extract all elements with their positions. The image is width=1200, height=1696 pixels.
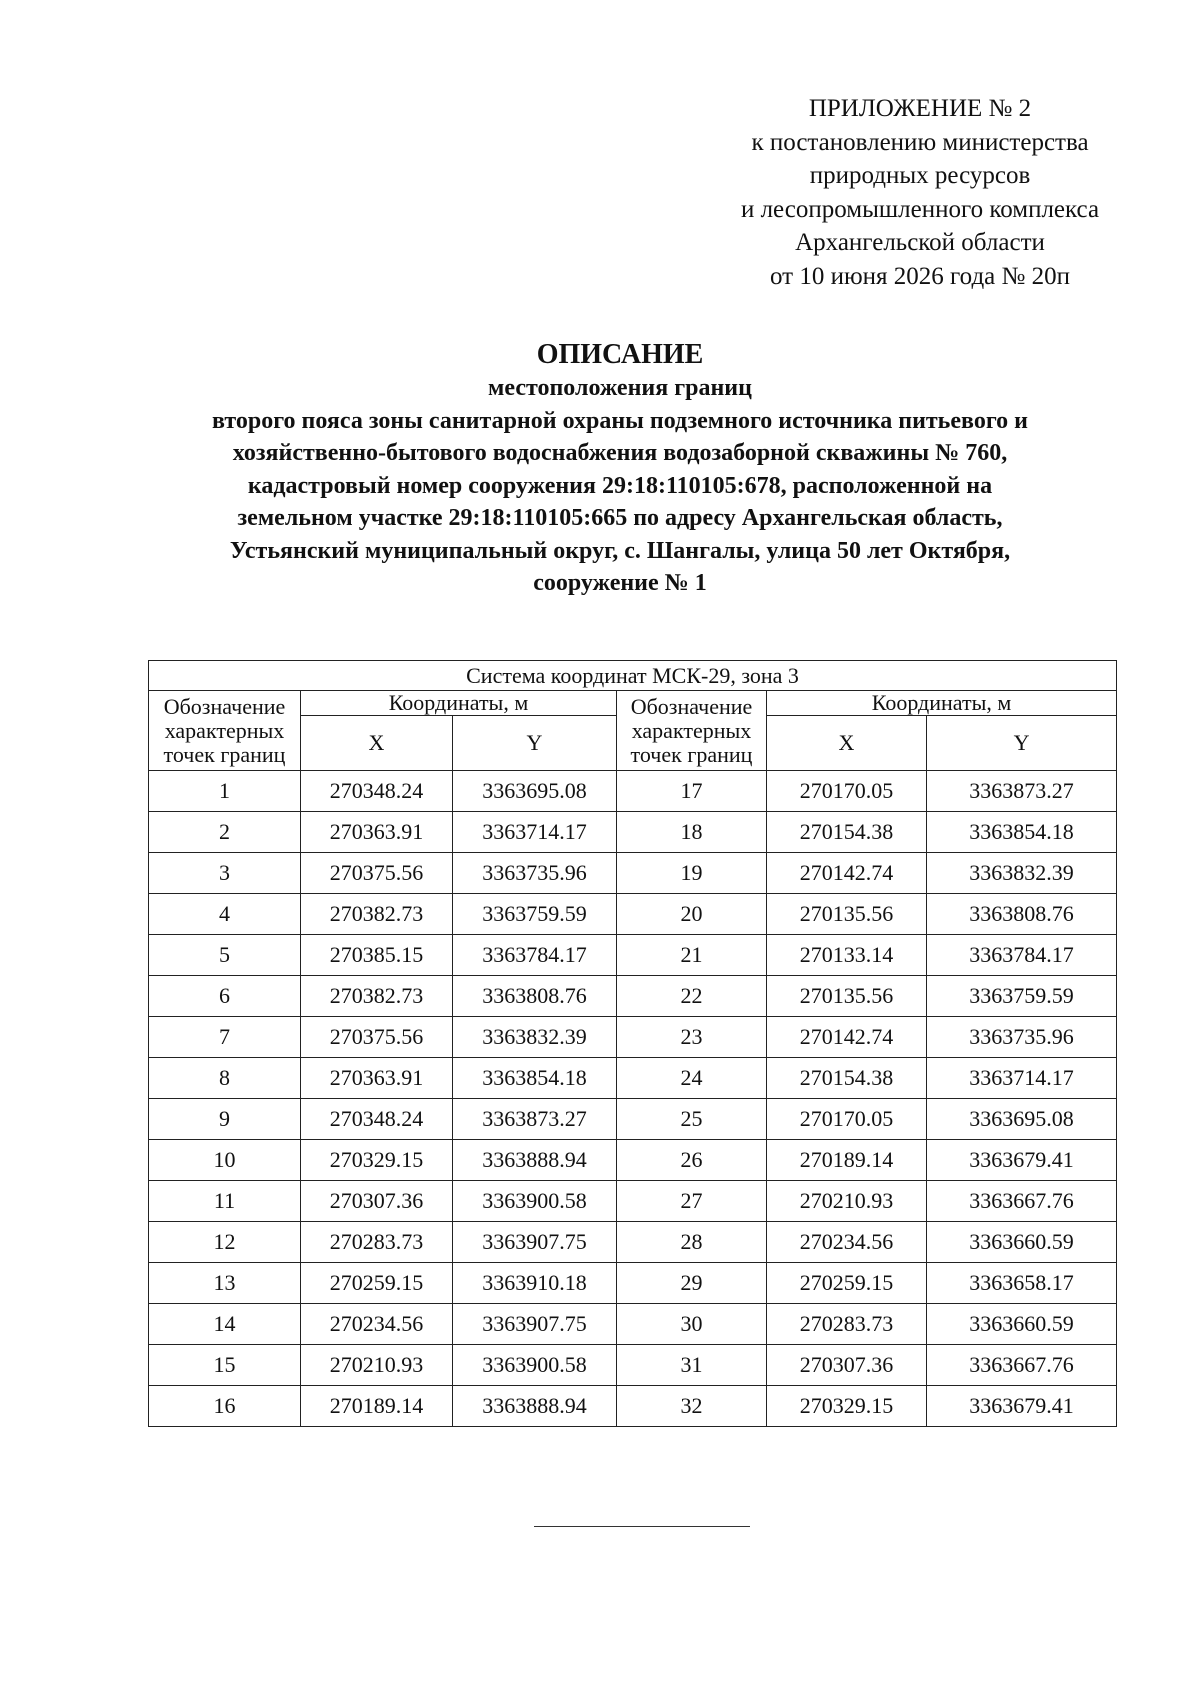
coord-x: 270170.05 — [767, 771, 927, 812]
appendix-line: природных ресурсов — [809, 162, 1031, 189]
coord-y: 3363658.17 — [927, 1263, 1117, 1304]
point-number: 19 — [617, 853, 767, 894]
point-number: 2 — [149, 812, 301, 853]
point-number: 12 — [149, 1222, 301, 1263]
coord-x: 270307.36 — [301, 1181, 453, 1222]
appendix-line: и лесопромышленного комплекса — [740, 195, 1100, 223]
point-number: 17 — [617, 771, 767, 812]
coord-x: 270363.91 — [301, 1058, 453, 1099]
coord-x: 270142.74 — [767, 1017, 927, 1058]
point-number: 13 — [149, 1263, 301, 1304]
coord-x: 270135.56 — [767, 894, 927, 935]
coord-y: 3363907.75 — [453, 1304, 617, 1345]
table-row — [149, 1099, 1117, 1140]
table-row — [149, 1017, 1117, 1058]
point-number: 29 — [617, 1263, 767, 1304]
coord-y: 3363735.96 — [453, 853, 617, 894]
coord-x: 270382.73 — [301, 894, 453, 935]
point-number: 25 — [617, 1099, 767, 1140]
coord-y: 3363759.59 — [927, 976, 1117, 1017]
point-number: 22 — [617, 976, 767, 1017]
coord-x: 270210.93 — [301, 1345, 453, 1386]
table-row — [149, 935, 1117, 976]
point-label-header-right — [617, 691, 767, 771]
coords-header-left: Координаты, м — [301, 691, 617, 716]
coord-x: 270210.93 — [767, 1181, 927, 1222]
coord-x: 270375.56 — [301, 853, 453, 894]
table-row — [149, 894, 1117, 935]
coord-x: 270135.56 — [767, 976, 927, 1017]
coord-y: 3363907.75 — [453, 1222, 617, 1263]
table-row — [149, 1386, 1117, 1427]
coord-y: 3363784.17 — [453, 935, 617, 976]
point-number: 20 — [617, 894, 767, 935]
coord-x: 270348.24 — [301, 1099, 453, 1140]
coord-x: 270348.24 — [301, 771, 453, 812]
appendix-line: к постановлению министерства — [751, 128, 1089, 156]
point-number: 23 — [617, 1017, 767, 1058]
point-number: 1 — [149, 771, 301, 812]
coord-x: 270283.73 — [767, 1304, 927, 1345]
coord-x: 270382.73 — [301, 976, 453, 1017]
coord-y: 3363888.94 — [453, 1386, 617, 1427]
coord-x: 270283.73 — [301, 1222, 453, 1263]
point-number: 18 — [617, 812, 767, 853]
point-number: 10 — [149, 1140, 301, 1181]
point-number: 26 — [617, 1140, 767, 1181]
point-number: 4 — [149, 894, 301, 935]
coord-x: 270385.15 — [301, 935, 453, 976]
title-line: второго пояса зоны санитарной охраны подземного источника питьевого и — [212, 407, 1028, 434]
point-number: 6 — [149, 976, 301, 1017]
table-row — [149, 1304, 1117, 1345]
document-title — [60, 338, 1180, 600]
table-row — [149, 771, 1117, 812]
table-row — [149, 1140, 1117, 1181]
appendix-reference — [700, 92, 1140, 293]
coord-y: 3363695.08 — [927, 1099, 1117, 1140]
point-number: 27 — [617, 1181, 767, 1222]
point-number: 30 — [617, 1304, 767, 1345]
table-row — [149, 1222, 1117, 1263]
title-line: хозяйственно-бытового водоснабжения водозаборной скважины № 760, — [232, 440, 1008, 466]
point-number: 31 — [617, 1345, 767, 1386]
table-row — [149, 1263, 1117, 1304]
coord-y: 3363854.18 — [453, 1058, 617, 1099]
x-header-left: X — [301, 716, 453, 771]
coord-x: 270234.56 — [767, 1222, 927, 1263]
point-number: 9 — [149, 1099, 301, 1140]
coord-y: 3363660.59 — [927, 1304, 1117, 1345]
coord-y: 3363832.39 — [927, 853, 1117, 894]
title-line: Устьянский муниципальный округ, с. Шангалы, улица 50 лет Октября, — [229, 537, 1011, 564]
point-label-line: Обозначение — [163, 693, 286, 719]
title-heading: ОПИСАНИЕ — [536, 339, 704, 370]
appendix-line: от 10 июня 2026 года № 20п — [770, 262, 1070, 290]
point-label-line: точек границ — [630, 741, 753, 767]
point-label-line: характерных — [631, 717, 752, 743]
table-row — [149, 1058, 1117, 1099]
point-number: 28 — [617, 1222, 767, 1263]
coord-x: 270189.14 — [301, 1386, 453, 1427]
point-label-line: Обозначение — [630, 693, 753, 719]
point-number: 11 — [149, 1181, 301, 1222]
coord-y: 3363714.17 — [453, 812, 617, 853]
point-label-line: характерных — [164, 717, 285, 743]
point-number: 3 — [149, 853, 301, 894]
coord-x: 270170.05 — [767, 1099, 927, 1140]
point-number: 15 — [149, 1345, 301, 1386]
title-line: местоположения границ — [488, 375, 752, 401]
y-header-left: Y — [453, 716, 617, 771]
coord-x: 270154.38 — [767, 812, 927, 853]
title-line: кадастровый номер сооружения 29:18:110105:678, расположенной на — [247, 472, 993, 499]
table-row — [149, 1345, 1117, 1386]
coord-x: 270363.91 — [301, 812, 453, 853]
coord-y: 3363679.41 — [927, 1386, 1117, 1427]
coord-y: 3363714.17 — [927, 1058, 1117, 1099]
coord-y: 3363759.59 — [453, 894, 617, 935]
coord-x: 270259.15 — [301, 1263, 453, 1304]
coord-x: 270142.74 — [767, 853, 927, 894]
coord-x: 270234.56 — [301, 1304, 453, 1345]
closing-divider — [534, 1526, 750, 1527]
coord-y: 3363667.76 — [927, 1181, 1117, 1222]
coord-x: 270329.15 — [301, 1140, 453, 1181]
coord-y: 3363695.08 — [453, 771, 617, 812]
appendix-line: ПРИЛОЖЕНИЕ № 2 — [808, 95, 1032, 122]
table-row — [149, 812, 1117, 853]
point-number: 32 — [617, 1386, 767, 1427]
coord-y: 3363873.27 — [453, 1099, 617, 1140]
title-line: сооружение № 1 — [533, 570, 707, 596]
coord-x: 270133.14 — [767, 935, 927, 976]
coord-y: 3363679.41 — [927, 1140, 1117, 1181]
coord-y: 3363900.58 — [453, 1181, 617, 1222]
coord-y: 3363660.59 — [927, 1222, 1117, 1263]
coord-x: 270154.38 — [767, 1058, 927, 1099]
coord-x: 270259.15 — [767, 1263, 927, 1304]
coord-y: 3363784.17 — [927, 935, 1117, 976]
y-header-right: Y — [927, 716, 1117, 771]
x-header-right: X — [767, 716, 927, 771]
point-label-line: точек границ — [163, 741, 286, 767]
point-number: 5 — [149, 935, 301, 976]
coord-x: 270329.15 — [767, 1386, 927, 1427]
table-row — [149, 976, 1117, 1017]
coord-y: 3363808.76 — [927, 894, 1117, 935]
coord-y: 3363808.76 — [453, 976, 617, 1017]
point-number: 24 — [617, 1058, 767, 1099]
coordinates-table — [148, 660, 1117, 1427]
point-label-header-left — [149, 691, 301, 771]
coords-header-right: Координаты, м — [767, 691, 1117, 716]
coord-y: 3363888.94 — [453, 1140, 617, 1181]
coord-y: 3363854.18 — [927, 812, 1117, 853]
point-number: 16 — [149, 1386, 301, 1427]
point-number: 7 — [149, 1017, 301, 1058]
coord-y: 3363832.39 — [453, 1017, 617, 1058]
point-number: 14 — [149, 1304, 301, 1345]
coordinate-system-header: Система координат МСК-29, зона 3 — [149, 661, 1117, 691]
table-row — [149, 1181, 1117, 1222]
coord-y: 3363873.27 — [927, 771, 1117, 812]
point-number: 8 — [149, 1058, 301, 1099]
coord-y: 3363910.18 — [453, 1263, 617, 1304]
coord-x: 270375.56 — [301, 1017, 453, 1058]
coord-y: 3363667.76 — [927, 1345, 1117, 1386]
coord-x: 270189.14 — [767, 1140, 927, 1181]
point-number: 21 — [617, 935, 767, 976]
title-line: земельном участке 29:18:110105:665 по адресу Архангельская область, — [237, 505, 1003, 531]
coord-x: 270307.36 — [767, 1345, 927, 1386]
coordinates-table-body — [149, 771, 1117, 1427]
appendix-line: Архангельской области — [795, 229, 1045, 256]
coord-y: 3363900.58 — [453, 1345, 617, 1386]
table-row — [149, 853, 1117, 894]
coord-y: 3363735.96 — [927, 1017, 1117, 1058]
